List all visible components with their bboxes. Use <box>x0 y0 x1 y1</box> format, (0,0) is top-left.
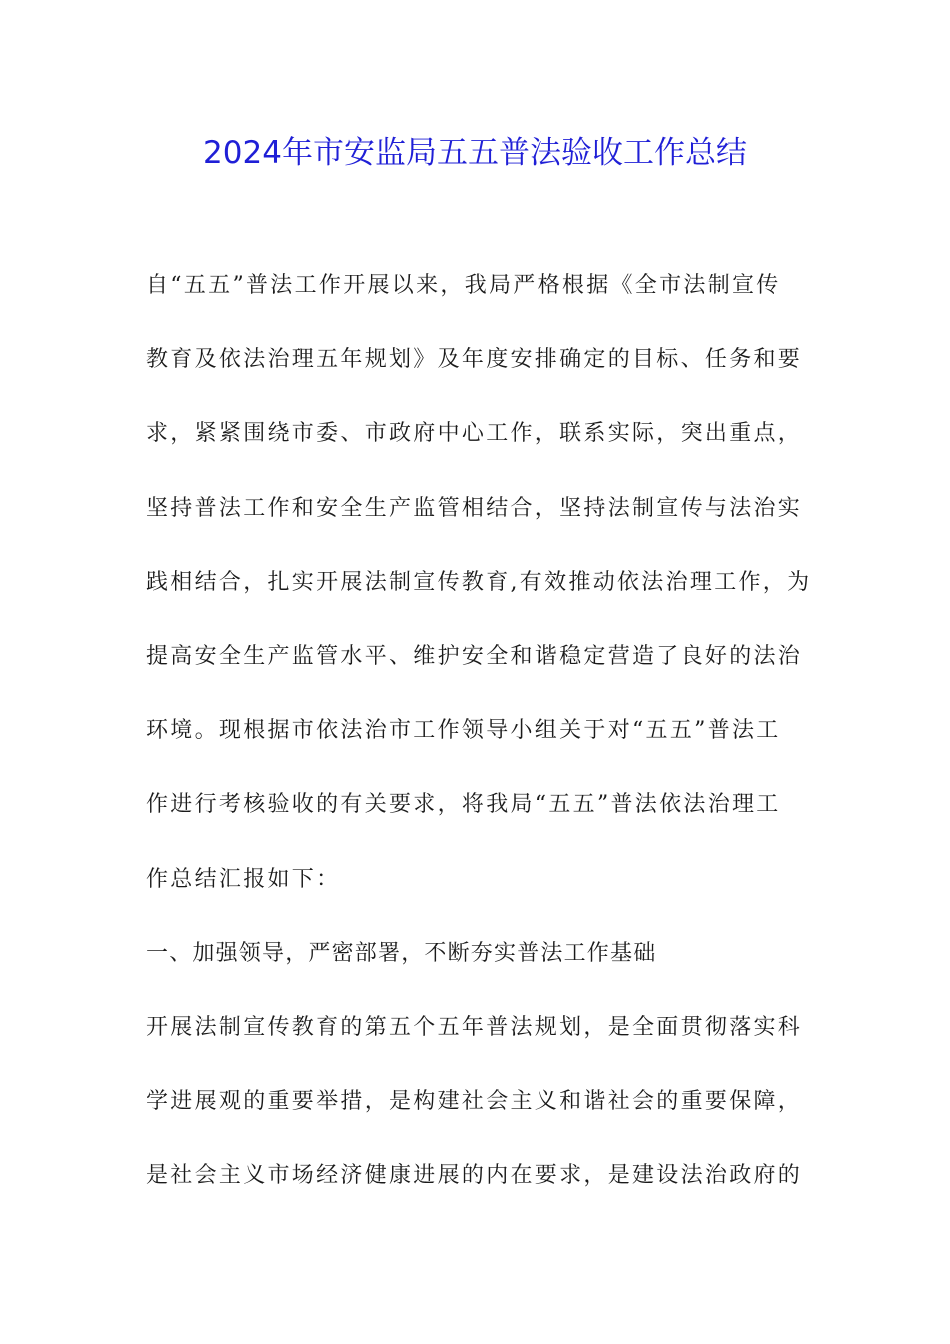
document-body <box>146 258 816 1222</box>
body-line-9: 作总结汇报如下： <box>146 866 341 892</box>
document-title: 2024年市安监局五五普法验收工作总结 <box>203 135 747 171</box>
body-line-11: 学进展观的重要举措，是构建社会主义和谐社会的重要保障， <box>146 1089 803 1115</box>
body-line-7: 环境。现根据市依法治市工作领导小组关于对“五五”普法工 <box>146 718 781 744</box>
body-line-2: 教育及依法治理五年规划》及年度安排确定的目标、任务和要 <box>146 347 803 373</box>
body-line-5: 践相结合，扎实开展法制宣传教育,有效推动依法治理工作，为 <box>146 569 812 595</box>
body-line-3: 求，紧紧围绕市委、市政府中心工作，联系实际，突出重点， <box>146 421 803 447</box>
body-line-4: 坚持普法工作和安全生产监管相结合，坚持法制宣传与法治实 <box>146 495 803 521</box>
section-heading-1: 一、加强领导，严密部署，不断夯实普法工作基础 <box>146 940 657 966</box>
body-line-12: 是社会主义市场经济健康进展的内在要求，是建设法治政府的 <box>146 1163 803 1189</box>
body-line-1: 自“五五”普法工作开展以来，我局严格根据《全市法制宣传 <box>146 273 781 298</box>
body-line-8: 作进行考核验收的有关要求，将我局“五五”普法依法治理工 <box>146 792 781 818</box>
body-line-6: 提高安全生产监管水平、维护安全和谐稳定营造了良好的法治 <box>146 643 803 669</box>
body-line-10: 开展法制宣传教育的第五个五年普法规划，是全面贯彻落实科 <box>146 1014 803 1040</box>
